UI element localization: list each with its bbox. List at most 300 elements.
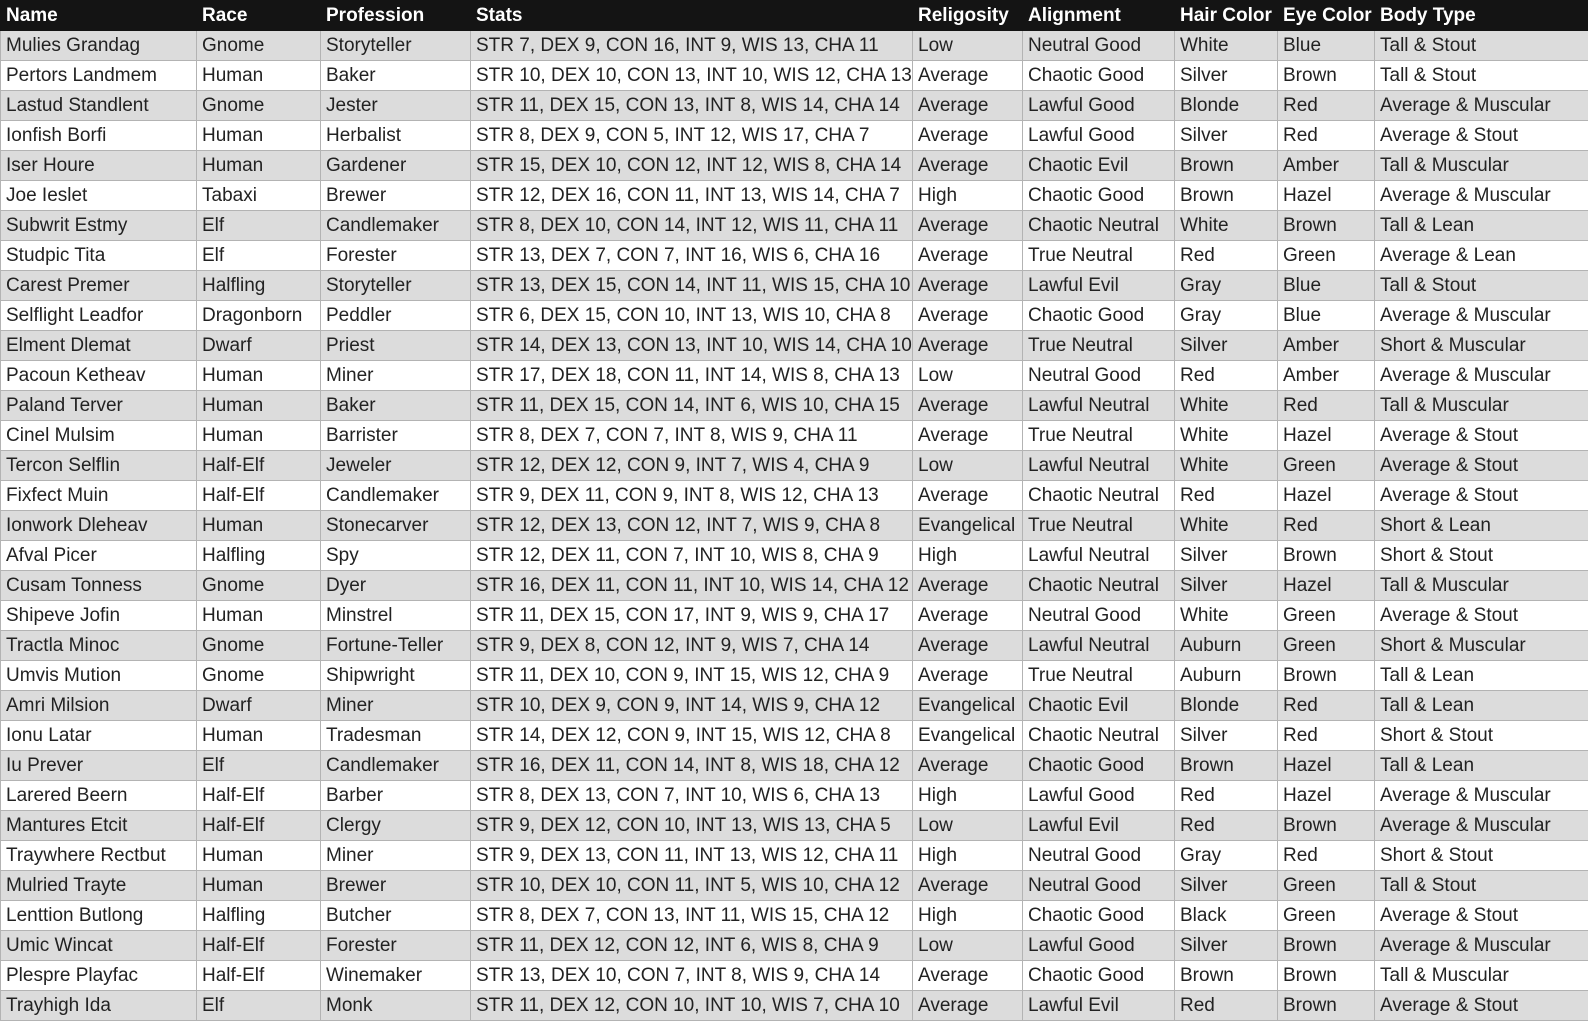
cell-name[interactable]: Larered Beern xyxy=(1,781,197,811)
cell-name[interactable]: Afval Picer xyxy=(1,541,197,571)
column-header-name[interactable]: Name xyxy=(1,1,197,31)
cell-body-type[interactable]: Average & Muscular xyxy=(1375,301,1588,331)
cell-hair-color[interactable]: Silver xyxy=(1175,541,1278,571)
cell-eye-color[interactable]: Amber xyxy=(1278,151,1375,181)
cell-name[interactable]: Carest Premer xyxy=(1,271,197,301)
cell-hair-color[interactable]: Brown xyxy=(1175,181,1278,211)
cell-stats[interactable]: STR 12, DEX 11, CON 7, INT 10, WIS 8, CHA 9 xyxy=(471,541,913,571)
cell-eye-color[interactable]: Brown xyxy=(1278,211,1375,241)
cell-stats[interactable]: STR 10, DEX 10, CON 11, INT 5, WIS 10, CHA 12 xyxy=(471,871,913,901)
cell-name[interactable]: Trayhigh Ida xyxy=(1,991,197,1021)
cell-profession[interactable]: Gardener xyxy=(321,151,471,181)
cell-race[interactable]: Half-Elf xyxy=(197,451,321,481)
cell-stats[interactable]: STR 8, DEX 13, CON 7, INT 10, WIS 6, CHA 13 xyxy=(471,781,913,811)
cell-eye-color[interactable]: Red xyxy=(1278,691,1375,721)
cell-eye-color[interactable]: Brown xyxy=(1278,961,1375,991)
cell-eye-color[interactable]: Green xyxy=(1278,601,1375,631)
cell-profession[interactable]: Barber xyxy=(321,781,471,811)
cell-alignment[interactable]: Lawful Good xyxy=(1023,781,1175,811)
cell-stats[interactable]: STR 12, DEX 13, CON 12, INT 7, WIS 9, CHA 8 xyxy=(471,511,913,541)
cell-hair-color[interactable]: Gray xyxy=(1175,271,1278,301)
cell-religosity[interactable]: Average xyxy=(913,271,1023,301)
cell-profession[interactable]: Baker xyxy=(321,391,471,421)
cell-name[interactable]: Cusam Tonness xyxy=(1,571,197,601)
cell-profession[interactable]: Jester xyxy=(321,91,471,121)
cell-hair-color[interactable]: Auburn xyxy=(1175,631,1278,661)
cell-name[interactable]: Iu Prever xyxy=(1,751,197,781)
cell-profession[interactable]: Forester xyxy=(321,241,471,271)
cell-name[interactable]: Ionwork Dleheav xyxy=(1,511,197,541)
cell-religosity[interactable]: Average xyxy=(913,991,1023,1021)
cell-race[interactable]: Human xyxy=(197,61,321,91)
cell-body-type[interactable]: Tall & Muscular xyxy=(1375,151,1588,181)
cell-hair-color[interactable]: Black xyxy=(1175,901,1278,931)
cell-eye-color[interactable]: Green xyxy=(1278,631,1375,661)
cell-hair-color[interactable]: Gray xyxy=(1175,841,1278,871)
cell-religosity[interactable]: Low xyxy=(913,811,1023,841)
cell-hair-color[interactable]: Silver xyxy=(1175,571,1278,601)
cell-stats[interactable]: STR 11, DEX 12, CON 12, INT 6, WIS 8, CHA 9 xyxy=(471,931,913,961)
cell-body-type[interactable]: Average & Stout xyxy=(1375,421,1588,451)
cell-profession[interactable]: Tradesman xyxy=(321,721,471,751)
cell-name[interactable]: Fixfect Muin xyxy=(1,481,197,511)
cell-profession[interactable]: Miner xyxy=(321,361,471,391)
cell-stats[interactable]: STR 8, DEX 7, CON 13, INT 11, WIS 15, CHA 12 xyxy=(471,901,913,931)
cell-alignment[interactable]: True Neutral xyxy=(1023,241,1175,271)
cell-religosity[interactable]: Low xyxy=(913,31,1023,61)
cell-name[interactable]: Umvis Mution xyxy=(1,661,197,691)
cell-body-type[interactable]: Tall & Lean xyxy=(1375,661,1588,691)
cell-stats[interactable]: STR 9, DEX 11, CON 9, INT 8, WIS 12, CHA 13 xyxy=(471,481,913,511)
cell-stats[interactable]: STR 10, DEX 10, CON 13, INT 10, WIS 12, CHA 13 xyxy=(471,61,913,91)
cell-eye-color[interactable]: Green xyxy=(1278,451,1375,481)
cell-name[interactable]: Lenttion Butlong xyxy=(1,901,197,931)
cell-eye-color[interactable]: Brown xyxy=(1278,541,1375,571)
cell-religosity[interactable]: Average xyxy=(913,61,1023,91)
cell-alignment[interactable]: True Neutral xyxy=(1023,331,1175,361)
cell-stats[interactable]: STR 12, DEX 12, CON 9, INT 7, WIS 4, CHA 9 xyxy=(471,451,913,481)
cell-alignment[interactable]: Lawful Good xyxy=(1023,931,1175,961)
cell-religosity[interactable]: Average xyxy=(913,961,1023,991)
cell-race[interactable]: Elf xyxy=(197,751,321,781)
cell-race[interactable]: Gnome xyxy=(197,631,321,661)
cell-race[interactable]: Human xyxy=(197,361,321,391)
cell-body-type[interactable]: Tall & Stout xyxy=(1375,871,1588,901)
cell-religosity[interactable]: High xyxy=(913,841,1023,871)
cell-hair-color[interactable]: White xyxy=(1175,451,1278,481)
cell-eye-color[interactable]: Blue xyxy=(1278,271,1375,301)
cell-religosity[interactable]: Evangelical xyxy=(913,511,1023,541)
cell-alignment[interactable]: True Neutral xyxy=(1023,661,1175,691)
cell-eye-color[interactable]: Green xyxy=(1278,871,1375,901)
cell-religosity[interactable]: Low xyxy=(913,451,1023,481)
cell-hair-color[interactable]: Silver xyxy=(1175,871,1278,901)
cell-race[interactable]: Human xyxy=(197,151,321,181)
cell-religosity[interactable]: High xyxy=(913,781,1023,811)
cell-hair-color[interactable]: White xyxy=(1175,511,1278,541)
cell-stats[interactable]: STR 11, DEX 15, CON 13, INT 8, WIS 14, CHA 14 xyxy=(471,91,913,121)
cell-eye-color[interactable]: Blue xyxy=(1278,31,1375,61)
cell-name[interactable]: Ionu Latar xyxy=(1,721,197,751)
cell-race[interactable]: Dwarf xyxy=(197,331,321,361)
cell-body-type[interactable]: Average & Muscular xyxy=(1375,811,1588,841)
cell-alignment[interactable]: Lawful Neutral xyxy=(1023,451,1175,481)
cell-profession[interactable]: Spy xyxy=(321,541,471,571)
cell-stats[interactable]: STR 13, DEX 15, CON 14, INT 11, WIS 15, CHA 10 xyxy=(471,271,913,301)
cell-religosity[interactable]: Evangelical xyxy=(913,721,1023,751)
cell-alignment[interactable]: Neutral Good xyxy=(1023,841,1175,871)
cell-body-type[interactable]: Average & Stout xyxy=(1375,451,1588,481)
cell-alignment[interactable]: Neutral Good xyxy=(1023,601,1175,631)
cell-stats[interactable]: STR 17, DEX 18, CON 11, INT 14, WIS 8, CHA 13 xyxy=(471,361,913,391)
cell-religosity[interactable]: Average xyxy=(913,421,1023,451)
cell-alignment[interactable]: Lawful Neutral xyxy=(1023,541,1175,571)
cell-name[interactable]: Traywhere Rectbut xyxy=(1,841,197,871)
cell-eye-color[interactable]: Red xyxy=(1278,511,1375,541)
cell-race[interactable]: Gnome xyxy=(197,661,321,691)
cell-eye-color[interactable]: Amber xyxy=(1278,331,1375,361)
cell-alignment[interactable]: Lawful Neutral xyxy=(1023,391,1175,421)
cell-name[interactable]: Tractla Minoc xyxy=(1,631,197,661)
cell-eye-color[interactable]: Hazel xyxy=(1278,481,1375,511)
cell-eye-color[interactable]: Green xyxy=(1278,241,1375,271)
cell-hair-color[interactable]: Silver xyxy=(1175,331,1278,361)
cell-name[interactable]: Amri Milsion xyxy=(1,691,197,721)
cell-race[interactable]: Human xyxy=(197,841,321,871)
cell-eye-color[interactable]: Hazel xyxy=(1278,421,1375,451)
cell-name[interactable]: Elment Dlemat xyxy=(1,331,197,361)
cell-religosity[interactable]: Average xyxy=(913,571,1023,601)
cell-eye-color[interactable]: Hazel xyxy=(1278,751,1375,781)
cell-alignment[interactable]: Chaotic Good xyxy=(1023,301,1175,331)
cell-race[interactable]: Tabaxi xyxy=(197,181,321,211)
cell-race[interactable]: Elf xyxy=(197,241,321,271)
cell-religosity[interactable]: Average xyxy=(913,331,1023,361)
column-header-profession[interactable]: Profession xyxy=(321,1,471,31)
cell-hair-color[interactable]: White xyxy=(1175,31,1278,61)
cell-religosity[interactable]: High xyxy=(913,541,1023,571)
cell-alignment[interactable]: Chaotic Neutral xyxy=(1023,721,1175,751)
cell-profession[interactable]: Miner xyxy=(321,841,471,871)
cell-alignment[interactable]: Neutral Good xyxy=(1023,871,1175,901)
cell-alignment[interactable]: Chaotic Good xyxy=(1023,961,1175,991)
cell-religosity[interactable]: Average xyxy=(913,481,1023,511)
cell-stats[interactable]: STR 11, DEX 15, CON 17, INT 9, WIS 9, CHA 17 xyxy=(471,601,913,631)
cell-eye-color[interactable]: Brown xyxy=(1278,661,1375,691)
cell-profession[interactable]: Candlemaker xyxy=(321,481,471,511)
cell-race[interactable]: Halfling xyxy=(197,271,321,301)
cell-stats[interactable]: STR 14, DEX 13, CON 13, INT 10, WIS 14, CHA 10 xyxy=(471,331,913,361)
cell-religosity[interactable]: Low xyxy=(913,361,1023,391)
cell-hair-color[interactable]: Red xyxy=(1175,361,1278,391)
cell-race[interactable]: Human xyxy=(197,601,321,631)
cell-stats[interactable]: STR 11, DEX 10, CON 9, INT 15, WIS 12, CHA 9 xyxy=(471,661,913,691)
cell-name[interactable]: Mulies Grandag xyxy=(1,31,197,61)
cell-name[interactable]: Shipeve Jofin xyxy=(1,601,197,631)
column-header-eye-color[interactable]: Eye Color xyxy=(1278,1,1375,31)
cell-race[interactable]: Elf xyxy=(197,211,321,241)
cell-stats[interactable]: STR 10, DEX 9, CON 9, INT 14, WIS 9, CHA 12 xyxy=(471,691,913,721)
cell-name[interactable]: Joe Ieslet xyxy=(1,181,197,211)
cell-alignment[interactable]: Chaotic Good xyxy=(1023,901,1175,931)
cell-stats[interactable]: STR 12, DEX 16, CON 11, INT 13, WIS 14, CHA 7 xyxy=(471,181,913,211)
cell-profession[interactable]: Storyteller xyxy=(321,31,471,61)
cell-race[interactable]: Human xyxy=(197,391,321,421)
cell-profession[interactable]: Barrister xyxy=(321,421,471,451)
cell-profession[interactable]: Baker xyxy=(321,61,471,91)
cell-profession[interactable]: Stonecarver xyxy=(321,511,471,541)
cell-body-type[interactable]: Average & Stout xyxy=(1375,601,1588,631)
cell-eye-color[interactable]: Brown xyxy=(1278,811,1375,841)
cell-body-type[interactable]: Short & Muscular xyxy=(1375,631,1588,661)
cell-body-type[interactable]: Short & Stout xyxy=(1375,541,1588,571)
cell-profession[interactable]: Brewer xyxy=(321,181,471,211)
cell-body-type[interactable]: Tall & Muscular xyxy=(1375,961,1588,991)
cell-stats[interactable]: STR 11, DEX 12, CON 10, INT 10, WIS 7, CHA 10 xyxy=(471,991,913,1021)
cell-alignment[interactable]: Lawful Evil xyxy=(1023,271,1175,301)
cell-profession[interactable]: Priest xyxy=(321,331,471,361)
cell-stats[interactable]: STR 9, DEX 12, CON 10, INT 13, WIS 13, CHA 5 xyxy=(471,811,913,841)
cell-profession[interactable]: Brewer xyxy=(321,871,471,901)
cell-alignment[interactable]: Chaotic Neutral xyxy=(1023,571,1175,601)
cell-profession[interactable]: Shipwright xyxy=(321,661,471,691)
cell-eye-color[interactable]: Amber xyxy=(1278,361,1375,391)
cell-alignment[interactable]: Chaotic Good xyxy=(1023,181,1175,211)
cell-stats[interactable]: STR 11, DEX 15, CON 14, INT 6, WIS 10, CHA 15 xyxy=(471,391,913,421)
cell-stats[interactable]: STR 14, DEX 12, CON 9, INT 15, WIS 12, CHA 8 xyxy=(471,721,913,751)
cell-hair-color[interactable]: Gray xyxy=(1175,301,1278,331)
cell-religosity[interactable]: Average xyxy=(913,121,1023,151)
cell-body-type[interactable]: Average & Stout xyxy=(1375,481,1588,511)
cell-name[interactable]: Iser Houre xyxy=(1,151,197,181)
cell-alignment[interactable]: True Neutral xyxy=(1023,511,1175,541)
cell-religosity[interactable]: High xyxy=(913,901,1023,931)
cell-race[interactable]: Human xyxy=(197,421,321,451)
cell-profession[interactable]: Minstrel xyxy=(321,601,471,631)
cell-body-type[interactable]: Tall & Muscular xyxy=(1375,391,1588,421)
cell-body-type[interactable]: Short & Stout xyxy=(1375,841,1588,871)
cell-race[interactable]: Human xyxy=(197,721,321,751)
cell-religosity[interactable]: Average xyxy=(913,601,1023,631)
cell-race[interactable]: Halfling xyxy=(197,541,321,571)
cell-hair-color[interactable]: Silver xyxy=(1175,121,1278,151)
cell-race[interactable]: Half-Elf xyxy=(197,781,321,811)
cell-name[interactable]: Lastud Standlent xyxy=(1,91,197,121)
cell-body-type[interactable]: Average & Stout xyxy=(1375,901,1588,931)
cell-alignment[interactable]: Lawful Good xyxy=(1023,121,1175,151)
cell-religosity[interactable]: Average xyxy=(913,301,1023,331)
cell-stats[interactable]: STR 9, DEX 13, CON 11, INT 13, WIS 12, CHA 11 xyxy=(471,841,913,871)
column-header-hair-color[interactable]: Hair Color xyxy=(1175,1,1278,31)
cell-stats[interactable]: STR 8, DEX 7, CON 7, INT 8, WIS 9, CHA 11 xyxy=(471,421,913,451)
cell-body-type[interactable]: Average & Lean xyxy=(1375,241,1588,271)
column-header-religosity[interactable]: Religosity xyxy=(913,1,1023,31)
cell-hair-color[interactable]: White xyxy=(1175,601,1278,631)
cell-religosity[interactable]: Average xyxy=(913,391,1023,421)
cell-profession[interactable]: Fortune-Teller xyxy=(321,631,471,661)
cell-race[interactable]: Gnome xyxy=(197,31,321,61)
cell-body-type[interactable]: Average & Muscular xyxy=(1375,931,1588,961)
cell-name[interactable]: Tercon Selflin xyxy=(1,451,197,481)
cell-stats[interactable]: STR 15, DEX 10, CON 12, INT 12, WIS 8, CHA 14 xyxy=(471,151,913,181)
cell-race[interactable]: Gnome xyxy=(197,571,321,601)
cell-alignment[interactable]: Neutral Good xyxy=(1023,31,1175,61)
cell-hair-color[interactable]: White xyxy=(1175,391,1278,421)
cell-eye-color[interactable]: Hazel xyxy=(1278,181,1375,211)
cell-race[interactable]: Halfling xyxy=(197,901,321,931)
cell-hair-color[interactable]: Brown xyxy=(1175,151,1278,181)
cell-religosity[interactable]: Evangelical xyxy=(913,691,1023,721)
cell-race[interactable]: Human xyxy=(197,511,321,541)
cell-body-type[interactable]: Short & Lean xyxy=(1375,511,1588,541)
cell-alignment[interactable]: Chaotic Neutral xyxy=(1023,211,1175,241)
cell-hair-color[interactable]: Red xyxy=(1175,991,1278,1021)
cell-eye-color[interactable]: Brown xyxy=(1278,61,1375,91)
cell-profession[interactable]: Miner xyxy=(321,691,471,721)
cell-body-type[interactable]: Average & Stout xyxy=(1375,991,1588,1021)
cell-religosity[interactable]: Average xyxy=(913,631,1023,661)
cell-body-type[interactable]: Tall & Stout xyxy=(1375,31,1588,61)
column-header-body-type[interactable]: Body Type xyxy=(1375,1,1588,31)
cell-body-type[interactable]: Tall & Lean xyxy=(1375,691,1588,721)
cell-stats[interactable]: STR 8, DEX 10, CON 14, INT 12, WIS 11, CHA 11 xyxy=(471,211,913,241)
cell-eye-color[interactable]: Red xyxy=(1278,121,1375,151)
cell-religosity[interactable]: Average xyxy=(913,751,1023,781)
cell-race[interactable]: Human xyxy=(197,871,321,901)
cell-body-type[interactable]: Short & Stout xyxy=(1375,721,1588,751)
cell-alignment[interactable]: True Neutral xyxy=(1023,421,1175,451)
cell-alignment[interactable]: Chaotic Evil xyxy=(1023,691,1175,721)
cell-alignment[interactable]: Neutral Good xyxy=(1023,361,1175,391)
cell-stats[interactable]: STR 7, DEX 9, CON 16, INT 9, WIS 13, CHA 11 xyxy=(471,31,913,61)
cell-race[interactable]: Dwarf xyxy=(197,691,321,721)
cell-eye-color[interactable]: Green xyxy=(1278,901,1375,931)
cell-profession[interactable]: Butcher xyxy=(321,901,471,931)
cell-alignment[interactable]: Lawful Good xyxy=(1023,91,1175,121)
cell-eye-color[interactable]: Brown xyxy=(1278,991,1375,1021)
column-header-race[interactable]: Race xyxy=(197,1,321,31)
cell-body-type[interactable]: Average & Muscular xyxy=(1375,91,1588,121)
cell-alignment[interactable]: Chaotic Good xyxy=(1023,61,1175,91)
cell-body-type[interactable]: Tall & Lean xyxy=(1375,211,1588,241)
cell-body-type[interactable]: Tall & Stout xyxy=(1375,271,1588,301)
cell-race[interactable]: Half-Elf xyxy=(197,811,321,841)
cell-hair-color[interactable]: Red xyxy=(1175,241,1278,271)
cell-eye-color[interactable]: Brown xyxy=(1278,931,1375,961)
cell-religosity[interactable]: Average xyxy=(913,241,1023,271)
cell-stats[interactable]: STR 16, DEX 11, CON 14, INT 8, WIS 18, CHA 12 xyxy=(471,751,913,781)
cell-stats[interactable]: STR 13, DEX 7, CON 7, INT 16, WIS 6, CHA 16 xyxy=(471,241,913,271)
cell-profession[interactable]: Monk xyxy=(321,991,471,1021)
cell-body-type[interactable]: Average & Muscular xyxy=(1375,361,1588,391)
cell-race[interactable]: Half-Elf xyxy=(197,961,321,991)
cell-race[interactable]: Elf xyxy=(197,991,321,1021)
cell-body-type[interactable]: Tall & Muscular xyxy=(1375,571,1588,601)
cell-race[interactable]: Half-Elf xyxy=(197,481,321,511)
cell-name[interactable]: Ionfish Borfi xyxy=(1,121,197,151)
cell-religosity[interactable]: Average xyxy=(913,871,1023,901)
cell-stats[interactable]: STR 6, DEX 15, CON 10, INT 13, WIS 10, CHA 8 xyxy=(471,301,913,331)
column-header-stats[interactable]: Stats xyxy=(471,1,913,31)
cell-name[interactable]: Mulried Trayte xyxy=(1,871,197,901)
cell-stats[interactable]: STR 13, DEX 10, CON 7, INT 8, WIS 9, CHA 14 xyxy=(471,961,913,991)
cell-eye-color[interactable]: Blue xyxy=(1278,301,1375,331)
cell-alignment[interactable]: Lawful Evil xyxy=(1023,991,1175,1021)
cell-hair-color[interactable]: Red xyxy=(1175,481,1278,511)
cell-body-type[interactable]: Average & Muscular xyxy=(1375,781,1588,811)
cell-religosity[interactable]: Average xyxy=(913,91,1023,121)
cell-profession[interactable]: Jeweler xyxy=(321,451,471,481)
cell-body-type[interactable]: Average & Stout xyxy=(1375,121,1588,151)
cell-religosity[interactable]: Average xyxy=(913,151,1023,181)
cell-name[interactable]: Plespre Playfac xyxy=(1,961,197,991)
cell-body-type[interactable]: Tall & Stout xyxy=(1375,61,1588,91)
cell-hair-color[interactable]: Silver xyxy=(1175,721,1278,751)
cell-hair-color[interactable]: White xyxy=(1175,211,1278,241)
cell-name[interactable]: Studpic Tita xyxy=(1,241,197,271)
cell-eye-color[interactable]: Red xyxy=(1278,91,1375,121)
cell-eye-color[interactable]: Red xyxy=(1278,391,1375,421)
cell-hair-color[interactable]: Auburn xyxy=(1175,661,1278,691)
cell-profession[interactable]: Clergy xyxy=(321,811,471,841)
cell-profession[interactable]: Dyer xyxy=(321,571,471,601)
cell-profession[interactable]: Herbalist xyxy=(321,121,471,151)
cell-alignment[interactable]: Chaotic Neutral xyxy=(1023,481,1175,511)
cell-hair-color[interactable]: White xyxy=(1175,421,1278,451)
cell-eye-color[interactable]: Red xyxy=(1278,841,1375,871)
cell-race[interactable]: Human xyxy=(197,121,321,151)
cell-body-type[interactable]: Tall & Lean xyxy=(1375,751,1588,781)
cell-name[interactable]: Umic Wincat xyxy=(1,931,197,961)
cell-alignment[interactable]: Lawful Evil xyxy=(1023,811,1175,841)
cell-name[interactable]: Subwrit Estmy xyxy=(1,211,197,241)
cell-hair-color[interactable]: Red xyxy=(1175,781,1278,811)
cell-eye-color[interactable]: Hazel xyxy=(1278,781,1375,811)
cell-profession[interactable]: Forester xyxy=(321,931,471,961)
cell-race[interactable]: Dragonborn xyxy=(197,301,321,331)
cell-race[interactable]: Half-Elf xyxy=(197,931,321,961)
cell-religosity[interactable]: Low xyxy=(913,931,1023,961)
cell-hair-color[interactable]: Red xyxy=(1175,811,1278,841)
cell-hair-color[interactable]: Blonde xyxy=(1175,691,1278,721)
cell-name[interactable]: Pertors Landmem xyxy=(1,61,197,91)
cell-name[interactable]: Cinel Mulsim xyxy=(1,421,197,451)
cell-hair-color[interactable]: Brown xyxy=(1175,751,1278,781)
cell-hair-color[interactable]: Silver xyxy=(1175,61,1278,91)
cell-body-type[interactable]: Short & Muscular xyxy=(1375,331,1588,361)
cell-alignment[interactable]: Chaotic Good xyxy=(1023,751,1175,781)
cell-name[interactable]: Paland Terver xyxy=(1,391,197,421)
cell-body-type[interactable]: Average & Muscular xyxy=(1375,181,1588,211)
cell-hair-color[interactable]: Brown xyxy=(1175,961,1278,991)
cell-eye-color[interactable]: Red xyxy=(1278,721,1375,751)
cell-hair-color[interactable]: Silver xyxy=(1175,931,1278,961)
cell-race[interactable]: Gnome xyxy=(197,91,321,121)
cell-name[interactable]: Selflight Leadfor xyxy=(1,301,197,331)
cell-profession[interactable]: Candlemaker xyxy=(321,751,471,781)
cell-profession[interactable]: Winemaker xyxy=(321,961,471,991)
cell-religosity[interactable]: Average xyxy=(913,661,1023,691)
cell-religosity[interactable]: Average xyxy=(913,211,1023,241)
cell-name[interactable]: Pacoun Ketheav xyxy=(1,361,197,391)
cell-profession[interactable]: Candlemaker xyxy=(321,211,471,241)
column-header-alignment[interactable]: Alignment xyxy=(1023,1,1175,31)
cell-religosity[interactable]: High xyxy=(913,181,1023,211)
cell-alignment[interactable]: Chaotic Evil xyxy=(1023,151,1175,181)
cell-profession[interactable]: Storyteller xyxy=(321,271,471,301)
cell-stats[interactable]: STR 8, DEX 9, CON 5, INT 12, WIS 17, CHA 7 xyxy=(471,121,913,151)
cell-profession[interactable]: Peddler xyxy=(321,301,471,331)
